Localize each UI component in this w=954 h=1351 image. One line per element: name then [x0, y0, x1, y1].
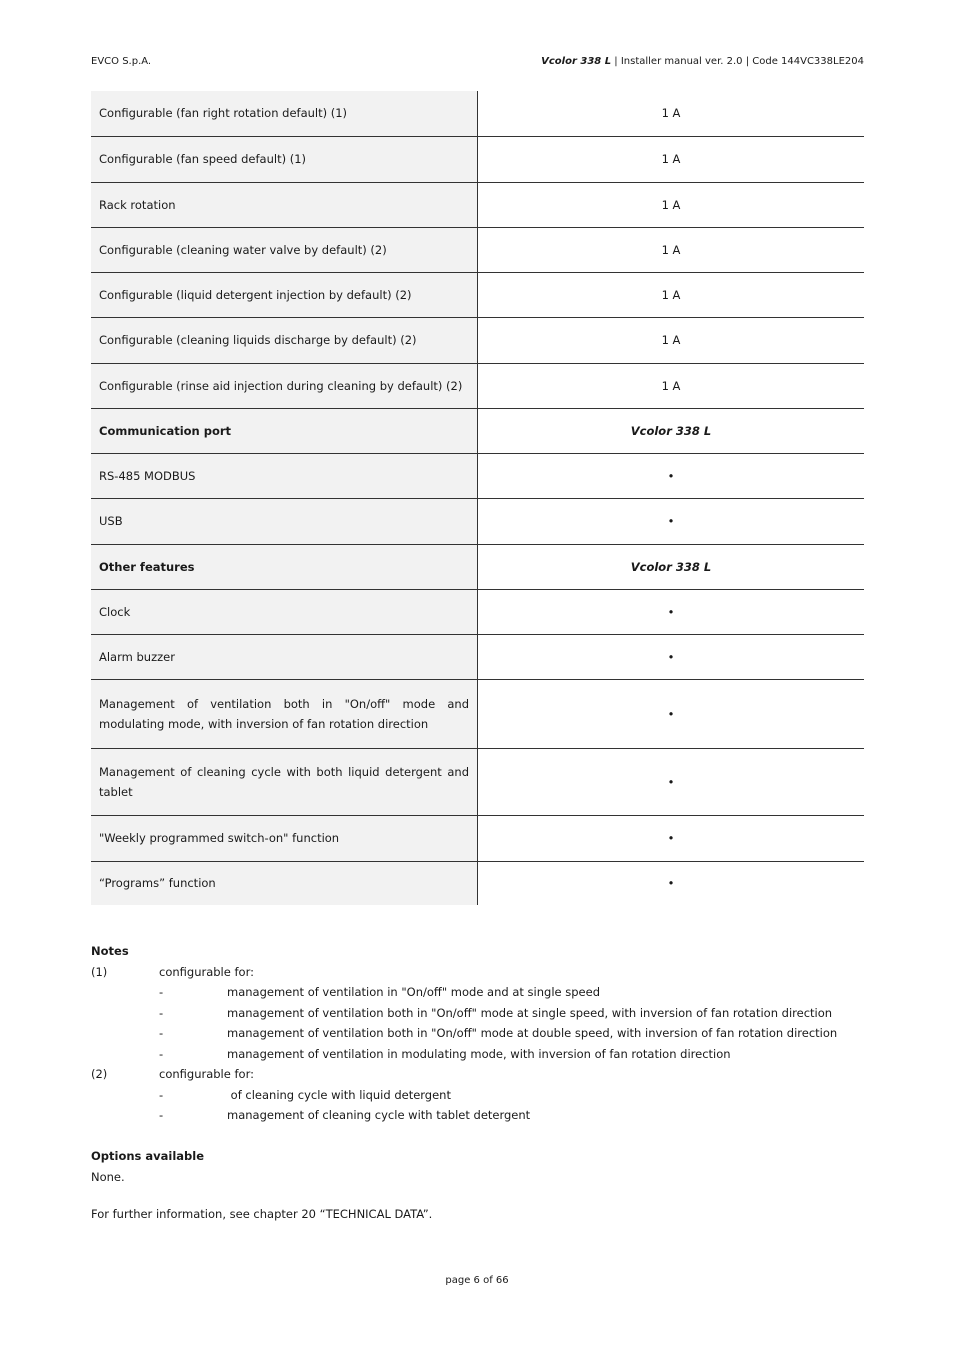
note-text: configurable for:: [159, 1067, 254, 1081]
note-subitem-text: management of ventilation both in "On/off" mode at double speed, with inversion of fan rotation direction: [227, 1026, 838, 1040]
row-value: 1 A: [661, 242, 681, 257]
header-company: EVCO S.p.A.: [91, 56, 152, 67]
table-row: [91, 634, 864, 679]
table-row: [91, 748, 864, 815]
table-row: [91, 544, 864, 589]
note-dash: -: [159, 985, 164, 999]
row-label: RS-485 MODBUS: [91, 453, 478, 498]
row-value: •: [667, 706, 675, 721]
row-label: Management of ventilation both in "On/off" mode and modulating mode, with inversion of fan rotation direction: [91, 679, 478, 748]
note-item: [91, 1064, 871, 1085]
row-label: Configurable (cleaning water valve by default) (2): [91, 227, 478, 272]
row-label: Configurable (fan speed default) (1): [91, 136, 478, 182]
note-dash: -: [159, 1005, 164, 1020]
note-number: (1): [91, 964, 108, 979]
header-doc-info: [541, 56, 864, 67]
table-row: [91, 317, 864, 363]
row-label: Clock: [91, 589, 478, 634]
row-value: 1 A: [661, 378, 681, 393]
row-value: •: [667, 604, 675, 619]
row-label: Alarm buzzer: [91, 634, 478, 679]
further-info: For further information, see chapter 20 “TECHNICAL DATA”.: [91, 1207, 433, 1221]
row-value: •: [667, 514, 675, 528]
note-number: (2): [91, 1067, 108, 1081]
note-dash: -: [159, 1087, 164, 1102]
row-label: “Programs” function: [91, 861, 478, 905]
note-dash: -: [159, 1046, 164, 1061]
row-label: Configurable (liquid detergent injection by default) (2): [91, 272, 478, 317]
row-value: 1 A: [661, 197, 681, 212]
notes-section: [91, 941, 871, 1126]
notes-body: [91, 962, 871, 1126]
header-product: Vcolor 338 L: [541, 56, 612, 67]
table-row: [91, 679, 864, 748]
row-value: •: [667, 831, 675, 845]
table-row: [91, 182, 864, 227]
row-label: USB: [91, 498, 478, 544]
row-value: •: [667, 649, 675, 664]
note-subitem-text: of cleaning cycle with liquid detergent: [227, 1087, 451, 1102]
specs-table: [91, 91, 864, 905]
note-subitem: [91, 982, 871, 1003]
table-row: [91, 136, 864, 182]
row-value: •: [667, 468, 675, 483]
header-doc-details: | Installer manual ver. 2.0 | Code 144VC338LE204: [611, 56, 864, 67]
note-subitem-text: management of ventilation in "On/off" mode and at single speed: [227, 985, 600, 999]
row-value: •: [667, 876, 675, 891]
table-row: [91, 453, 864, 498]
section-header-model: Vcolor 338 L: [630, 423, 712, 438]
note-subitem-text: management of ventilation both in "On/off" mode at single speed, with inversion of fan rotation direction: [227, 1005, 833, 1020]
section-header-label: Other features: [91, 544, 478, 589]
table-row: [91, 91, 864, 136]
row-label: Management of cleaning cycle with both liquid detergent and tablet: [91, 748, 478, 815]
note-dash: -: [159, 1026, 164, 1040]
section-header-model: Vcolor 338 L: [630, 559, 712, 574]
table-row: [91, 227, 864, 272]
note-subitem: [91, 1023, 871, 1044]
note-item: [91, 962, 871, 983]
section-header-label: Communication port: [91, 408, 478, 453]
row-label: Configurable (cleaning liquids discharge by default) (2): [91, 317, 478, 363]
table-row: [91, 861, 864, 905]
note-subitem-text: management of ventilation in modulating mode, with inversion of fan rotation direction: [227, 1046, 731, 1061]
row-value: •: [667, 774, 675, 789]
notes-title: Notes: [91, 944, 129, 958]
table-row: [91, 272, 864, 317]
note-subitem-text: management of cleaning cycle with tablet detergent: [227, 1108, 531, 1122]
row-label: Configurable (fan right rotation default) (1): [91, 91, 478, 136]
row-label: "Weekly programmed switch-on" function: [91, 815, 478, 861]
table-row: [91, 589, 864, 634]
row-label: Rack rotation: [91, 182, 478, 227]
note-subitem: [91, 1105, 871, 1126]
row-value: 1 A: [661, 333, 681, 347]
options-section: [91, 1146, 204, 1187]
note-subitem: [91, 1003, 871, 1024]
table-row: [91, 815, 864, 861]
note-subitem: [91, 1085, 871, 1106]
note-text: configurable for:: [159, 964, 254, 979]
row-value: 1 A: [661, 287, 681, 302]
table-row: [91, 363, 864, 408]
note-subitem: [91, 1044, 871, 1065]
note-dash: -: [159, 1108, 164, 1122]
specs-table-body: [91, 91, 864, 905]
options-text: None.: [91, 1169, 125, 1184]
page-number: page 6 of 66: [445, 1275, 509, 1286]
row-label: Configurable (rinse aid injection during cleaning by default) (2): [91, 363, 478, 408]
table-row: [91, 498, 864, 544]
table-row: [91, 408, 864, 453]
row-value: 1 A: [661, 152, 681, 166]
row-value: 1 A: [661, 106, 681, 121]
options-title: Options available: [91, 1149, 205, 1163]
